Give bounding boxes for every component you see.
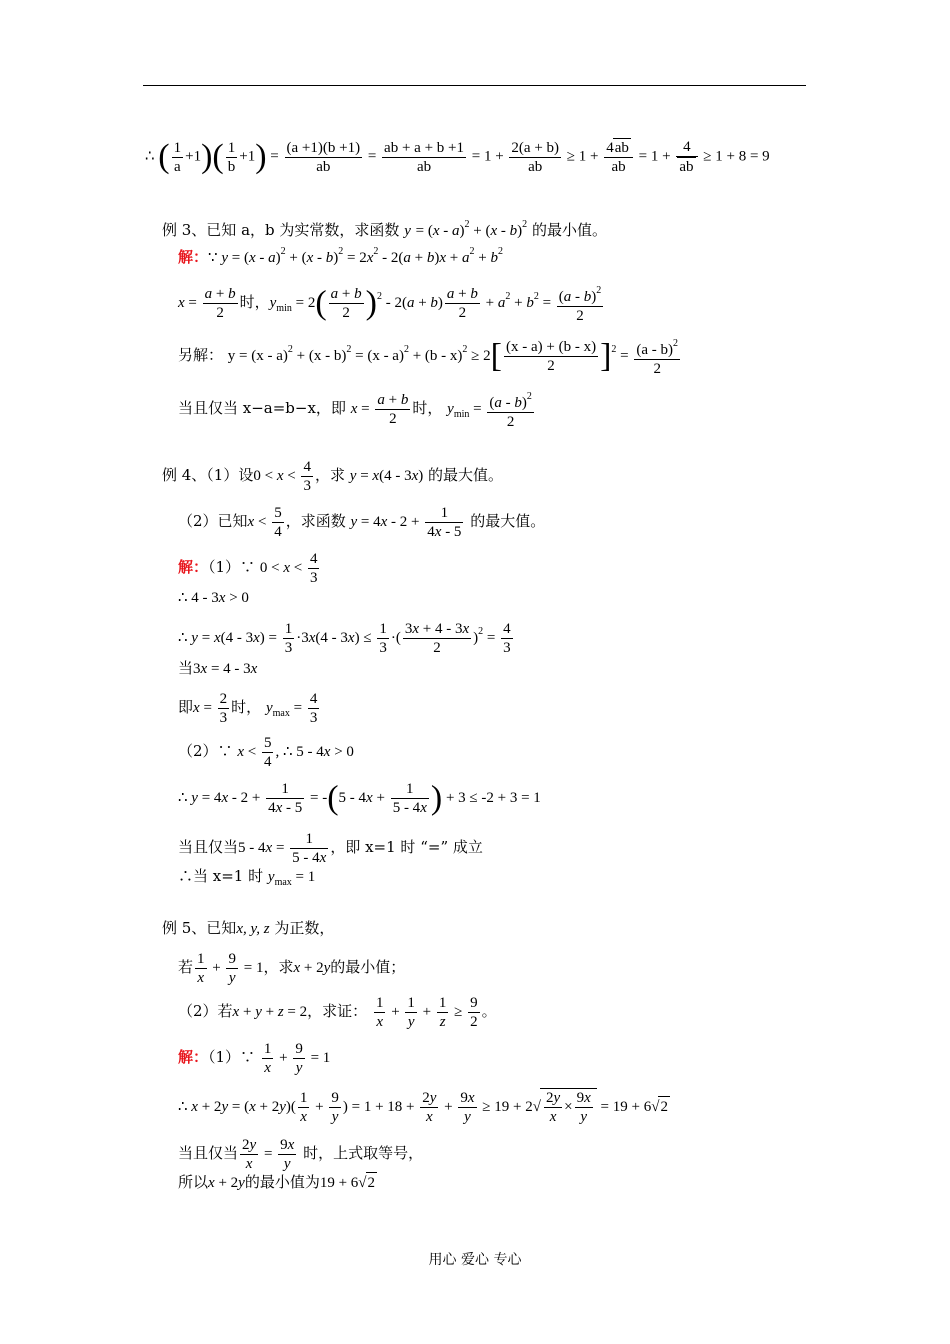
ex5-conclusion: 所以x + 2y的最小值为19 + 6√2 — [178, 1173, 376, 1191]
ex4-solution-line4: 当3x = 4 - 3x — [178, 659, 258, 677]
ex4-solution-line6: （2）∵ x < $\frac{5}{4}$ , ∴ 5 - 4x > 0 — [178, 735, 354, 770]
ex4-solution-line1: 解：（1）∵ 0 < x < $\frac{4}{3}$ — [178, 551, 318, 586]
page-footer: 用心 爱心 专心 — [428, 1252, 522, 1268]
ex3-title: 例 3、已知 a，b 为实常数，求函数 y = (x - a)$^2$ + (x - b)$^2$ 的最小值。 — [162, 219, 607, 239]
ex5-solution-line3: 当且仅当 $\frac{2y}{x}$ = $\frac{9x}{y}$ 时，上式取等号， — [178, 1137, 424, 1172]
top-equation: ∴ ( $\frac{1}{a}$ +1)( $\frac{1}{b}$ +1) = $\frac{(a +1)(b +1)}{ab}$ = $\frac{ab + a + b +1}{ab}$ = 1 + $\frac{2(a + b)}{ab}$ ≥ 1 + $\frac{4ab}{ab}$ = 1 + $\frac{4}{ab}$ ≥ 1 + 8 = 9 — [145, 138, 770, 175]
ex3-solution-line2: x = $\frac{a + b}{2}$ 时，$y_{min} = 2$( $\frac{a + b}{2}$ )$^2$ - 2(a + b) $\frac{a + b}{2}$ + $a^2 + b^2$ = $\frac{(a - b)^2}{2}$ — [178, 282, 605, 325]
ex5-title: 例 5、已知x, y, z 为正数， — [162, 919, 335, 937]
header-rule — [143, 85, 806, 86]
ex5-part2: （2）若x + y + z = 2，求证： $\frac{1}{x}$ + $\frac{1}{y}$ + $\frac{1}{z}$ ≥ $\frac{9}{2}$ 。 — [178, 995, 497, 1030]
ex3-solution-line1: 解：∵ $y = (x - a)^2 + (x - b)^2 = 2x^2 - 2(a + b)x + a^2 + b^2$ — [178, 246, 503, 266]
ex5-part1: 若 $\frac{1}{x}$ + $\frac{9}{y}$ = 1，求x + 2y的最小值； — [178, 951, 406, 986]
ex4-solution-line2: ∴ 4 - 3x > 0 — [178, 590, 249, 606]
ex3-condition: 当且仅当 x−a=b−x，即 x = $\frac{a + b}{2}$ 时， $y_{min}$ = $\frac{(a - b)^2}{2}$ — [178, 388, 536, 431]
ex4-solution-line7: ∴ y = 4x - 2 + $\frac{1}{4x - 5}$ = -(5 - 4x + $\frac{1}{5 - 4x}$ ) + 3 ≤ -2 + 3 = 1 — [178, 779, 541, 817]
ex4-part2: （2）已知x < $\frac{5}{4}$ ，求函数 y = 4x - 2 + $\frac{1}{4x - 5}$ 的最大值。 — [178, 505, 546, 540]
ex4-part1: 例 4、（1）设0 < x < $\frac{4}{3}$ ，求 y = x(4 - 3x) 的最大值。 — [162, 459, 504, 494]
ex5-solution-line2: ∴ x + 2y = (x + 2y)( $\frac{1}{x}$ + $\frac{9}{y}$ ) = 1 + 18 + $\frac{2y}{x}$ + $\frac{9x}{y}$ ≥ 19 + 2√ $\frac{2y}{x}$ × $\frac{9x}{y}$ = 19 + 6√2 — [178, 1090, 668, 1125]
ex3-alternative: 另解： y = (x - a)$^2$ + (x - b)$^2$ = (x - a)$^2$ + (b - x)$^2$ ≥ 2[ $\frac{(x - a) + (b - x)}{2}$ ]$^2$ = $\frac{(a - b)^2}{2}$ — [178, 335, 682, 378]
ex4-solution-line8: 当且仅当5 - 4x = $\frac{1}{5 - 4x}$ ，即 x=1 时 “=” 成立 — [178, 831, 483, 866]
ex5-solution-line1: 解：（1）∵ $\frac{1}{x}$ + $\frac{9}{y}$ = 1 — [178, 1041, 331, 1076]
ex4-solution-line5: 即x = $\frac{2}{3}$ 时， $y_{max}$ = $\frac{4}{3}$ — [178, 691, 318, 726]
ex4-solution-line3: ∴ y = x(4 - 3x) = $\frac{1}{3}$ ·3x(4 - 3x) ≤ $\frac{1}{3}$ ·( $\frac{3x + 4 - 3x}{2}$ )$^2$ = $\frac{4}{3}$ — [178, 621, 511, 656]
ex4-conclusion: ∴当 x=1 时 $y_{max} = 1$ — [178, 867, 316, 888]
